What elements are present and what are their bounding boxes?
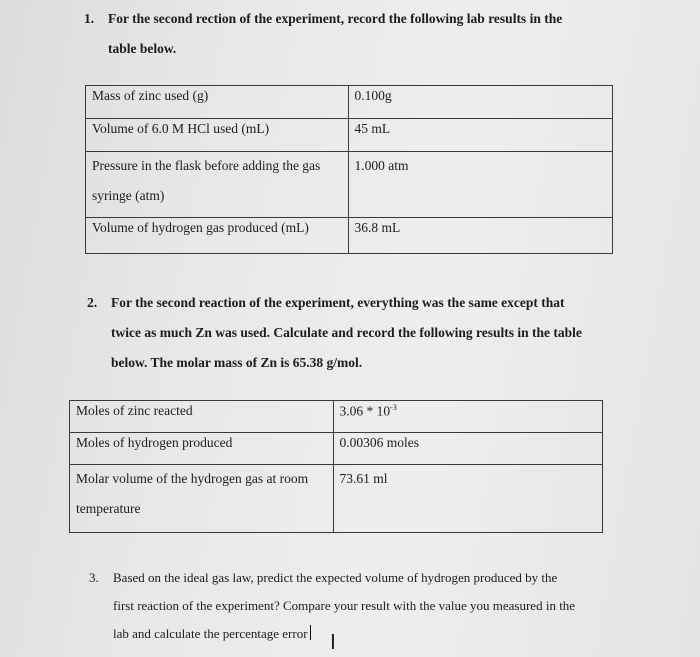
cell-moles-zinc-label: Moles of zinc reacted xyxy=(70,401,334,433)
question-1 xyxy=(84,4,562,64)
table-second-reaction xyxy=(69,400,603,533)
table-row xyxy=(86,119,613,152)
question-3-number: 3. xyxy=(89,570,99,585)
table-lab-results xyxy=(85,85,613,254)
text-cursor xyxy=(310,625,311,640)
cell-volume-hcl-value[interactable]: 45 mL xyxy=(348,119,612,152)
cell-moles-zinc-value-base: 3.06 * 10 xyxy=(339,403,391,419)
question-3-line-3: lab and calculate the percentage error xyxy=(113,626,308,641)
question-3-line-2: first reaction of the experiment? Compare your result with the value you measured in the xyxy=(113,598,576,613)
cell-molar-volume-label-line-1: Molar volume of the hydrogen gas at room xyxy=(76,471,309,486)
cell-moles-hydrogen-label: Moles of hydrogen produced xyxy=(70,433,334,465)
table-row xyxy=(86,152,613,218)
question-3-line-1: Based on the ideal gas law, predict the expected volume of hydrogen produced by the xyxy=(113,570,558,585)
table-row xyxy=(86,218,613,254)
cell-pressure-value-text: 1.000 atm xyxy=(354,158,409,173)
cell-molar-volume-label xyxy=(70,465,334,533)
cell-pressure-value[interactable] xyxy=(348,152,612,218)
cell-pressure-label xyxy=(86,152,349,218)
table-row xyxy=(70,433,603,465)
question-2-line-3: below. The molar mass of Zn is 65.38 g/mol. xyxy=(111,355,363,370)
cell-moles-hydrogen-value[interactable]: 0.00306 moles xyxy=(333,433,602,465)
cell-volume-hcl-label: Volume of 6.0 M HCl used (mL) xyxy=(86,119,349,152)
cell-molar-volume-value[interactable] xyxy=(333,465,602,533)
question-2-number: 2. xyxy=(87,295,98,310)
question-1-line-2: table below. xyxy=(108,41,177,56)
cell-mass-zinc-value[interactable]: 0.100g xyxy=(348,86,612,119)
cell-molar-volume-label-line-2: temperature xyxy=(76,501,141,516)
ibeam-cursor-icon: I xyxy=(330,630,336,654)
cell-moles-zinc-value-exponent: -3 xyxy=(390,403,397,412)
table-row xyxy=(70,465,603,533)
question-2 xyxy=(87,288,582,378)
question-2-line-2: twice as much Zn was used. Calculate and record the following results in the table xyxy=(111,325,582,340)
table-row xyxy=(70,401,603,433)
table-row xyxy=(86,86,613,119)
cell-molar-volume-value-text: 73.61 ml xyxy=(339,471,388,486)
cell-hydrogen-volume-label: Volume of hydrogen gas produced (mL) xyxy=(86,218,349,254)
cell-pressure-label-line-2: syringe (atm) xyxy=(92,188,165,203)
cell-moles-zinc-value[interactable] xyxy=(333,401,602,433)
question-1-line-1: For the second rection of the experiment, record the following lab results in the xyxy=(108,11,563,26)
cell-hydrogen-volume-value[interactable]: 36.8 mL xyxy=(348,218,612,254)
question-1-number: 1. xyxy=(84,11,95,26)
cell-mass-zinc-label: Mass of zinc used (g) xyxy=(86,86,349,119)
question-2-line-1: For the second reaction of the experiment, everything was the same except that xyxy=(111,295,565,310)
cell-pressure-label-line-1: Pressure in the flask before adding the gas xyxy=(92,158,321,173)
